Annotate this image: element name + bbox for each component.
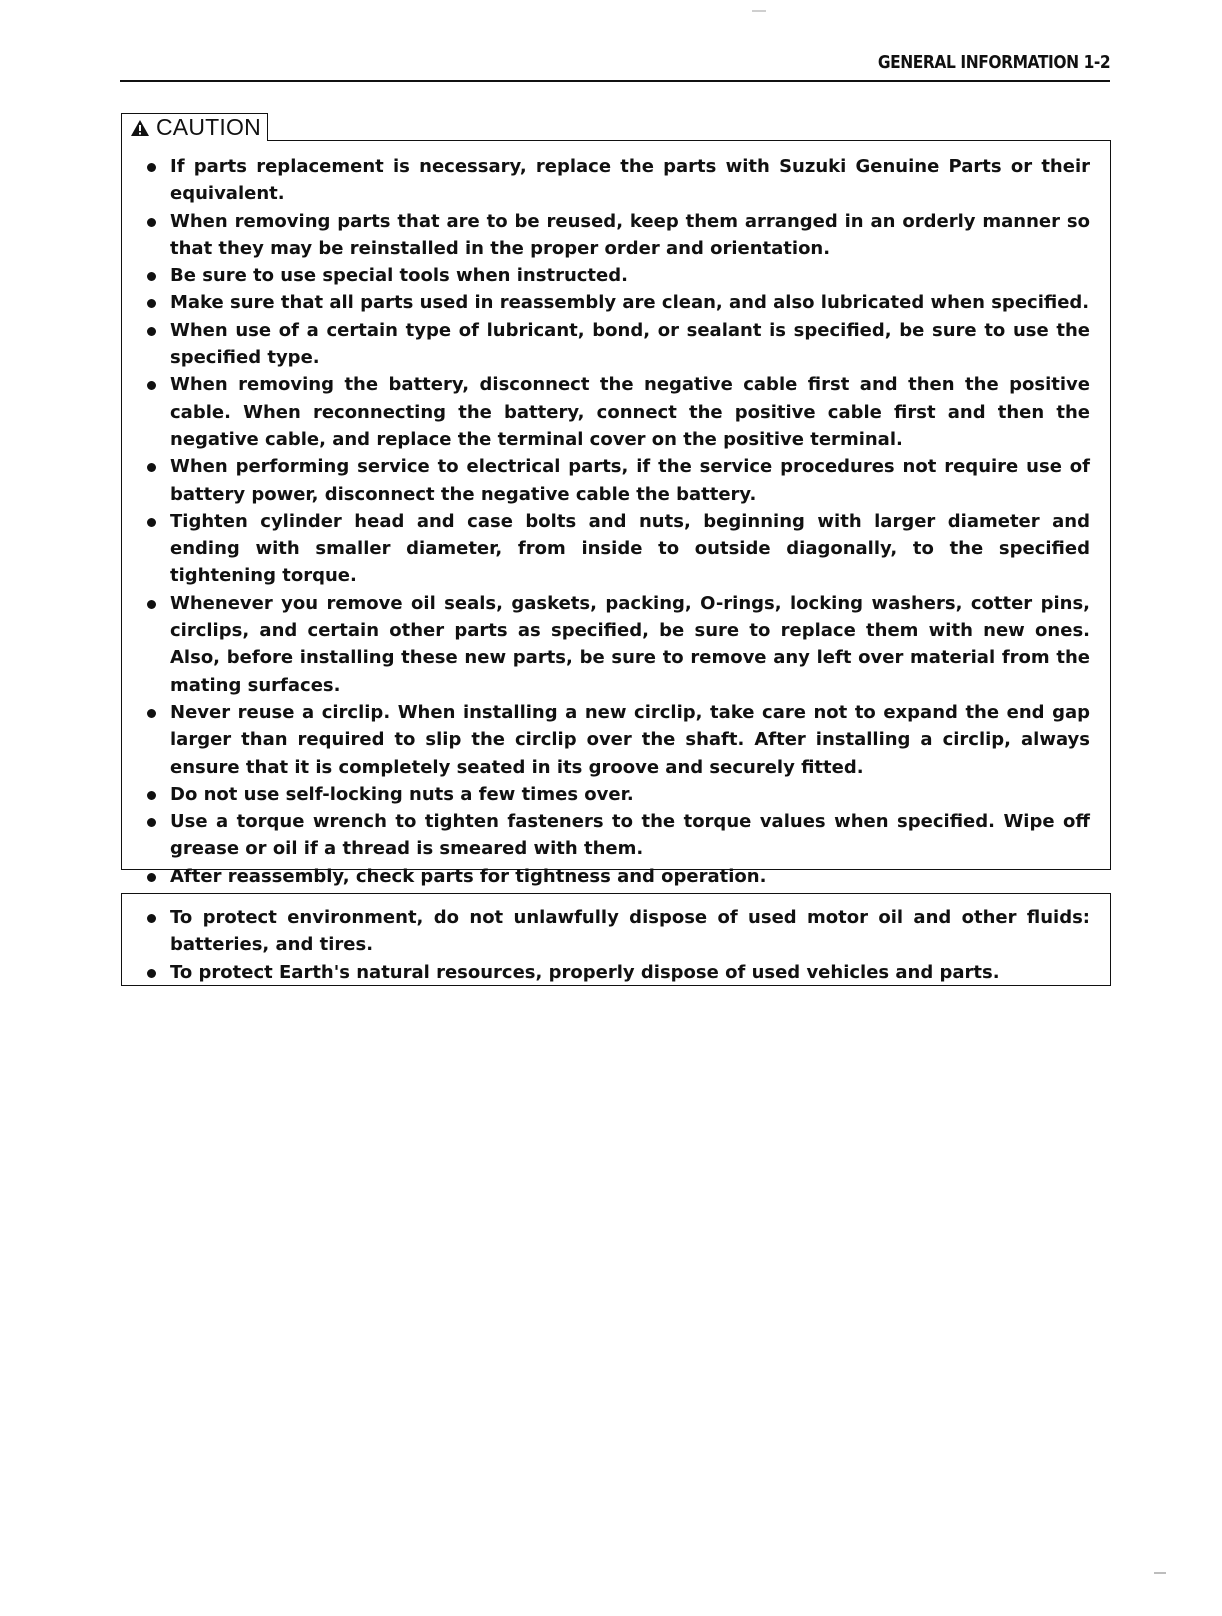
list-item-text: To protect environment, do not unlawfully dispose of used motor oil and other fluids: batteries, and tires. bbox=[170, 907, 1090, 956]
bullet-icon bbox=[147, 463, 156, 472]
scan-mark-bottom bbox=[1154, 1572, 1166, 1574]
list-item-text: Be sure to use special tools when instructed. bbox=[170, 265, 628, 287]
bullet-icon bbox=[147, 914, 156, 923]
bullet-icon bbox=[147, 873, 156, 882]
list-item-text: When removing parts that are to be reused, keep them arranged in an orderly manner so that they may be reinstalled in the proper order and orientation. bbox=[170, 210, 1090, 259]
list-item-text: Never reuse a circlip. When installing a new circlip, take care not to expand the end gap larger than required to slip the circlip over the shaft. After installing a circlip, always ensure that it is completely seated in its groove and securely fitted. bbox=[170, 701, 1090, 778]
list-item-text: When performing service to electrical parts, if the service procedures not require use of battery power, disconnect the negative cable the battery. bbox=[170, 456, 1090, 505]
list-item bbox=[144, 208, 1090, 263]
list-item bbox=[144, 699, 1090, 781]
bullet-icon bbox=[147, 327, 156, 336]
list-item bbox=[144, 904, 1090, 959]
list-item bbox=[144, 508, 1090, 590]
environment-list bbox=[122, 894, 1110, 986]
list-item bbox=[144, 590, 1090, 699]
list-item bbox=[144, 863, 1090, 890]
list-item bbox=[144, 808, 1090, 863]
list-item bbox=[144, 959, 1090, 986]
caution-list bbox=[122, 141, 1110, 890]
caution-label bbox=[121, 113, 268, 141]
list-item-text: Make sure that all parts used in reassembly are clean, and also lubricated when specified. bbox=[170, 292, 1090, 314]
bullet-icon bbox=[147, 600, 156, 609]
list-item-text: When use of a certain type of lubricant, bond, or sealant is specified, be sure to use the specified type. bbox=[170, 319, 1090, 369]
page-title: GENERAL INFORMATION 1-2 bbox=[877, 52, 1110, 73]
list-item-text: Whenever you remove oil seals, gaskets, packing, O-rings, locking washers, cotter pins, circlips, and certain other parts as specified, be sure to replace them with new ones. Also, before installing these new parts, be sure to remove any left over material from the mating surfaces. bbox=[170, 592, 1090, 696]
bullet-icon bbox=[147, 299, 156, 308]
list-item-text: Tighten cylinder head and case bolts and nuts, beginning with larger diameter and ending with smaller diameter, from inside to outside diagonally, to the specified tightening torque. bbox=[170, 510, 1090, 587]
list-item-text: Do not use self-locking nuts a few times over. bbox=[170, 783, 634, 805]
bullet-icon bbox=[147, 791, 156, 800]
list-item bbox=[144, 317, 1090, 372]
bullet-icon bbox=[147, 272, 156, 281]
caution-box bbox=[121, 140, 1111, 887]
list-item bbox=[144, 289, 1090, 316]
list-item-text: When removing the battery, disconnect the negative cable first and then the positive cable. When reconnecting the battery, connect the positive cable first and then the negative cable, and replace the terminal cover on the positive terminal. bbox=[170, 374, 1090, 450]
list-item-text: To protect Earth's natural resources, properly dispose of used vehicles and parts. bbox=[170, 961, 1000, 983]
list-item-text: If parts replacement is necessary, replace the parts with Suzuki Genuine Parts or their equivalent. bbox=[170, 156, 1090, 205]
list-item bbox=[144, 781, 1090, 808]
list-item bbox=[144, 153, 1090, 208]
bullet-icon bbox=[147, 518, 156, 527]
bullet-icon bbox=[147, 381, 156, 390]
list-item bbox=[144, 453, 1090, 508]
page-header bbox=[120, 50, 1110, 82]
bullet-icon bbox=[147, 818, 156, 827]
list-item-text: After reassembly, check parts for tightness and operation. bbox=[170, 865, 767, 887]
list-item bbox=[144, 262, 1090, 289]
list-item bbox=[144, 371, 1090, 453]
scan-mark-top bbox=[752, 10, 766, 12]
caution-label-text: CAUTION bbox=[156, 114, 261, 140]
bullet-icon bbox=[147, 709, 156, 718]
warning-triangle-icon bbox=[130, 119, 150, 137]
bullet-icon bbox=[147, 969, 156, 978]
bullet-icon bbox=[147, 218, 156, 227]
environment-box bbox=[121, 893, 1111, 986]
bullet-icon bbox=[147, 163, 156, 172]
list-item-text: Use a torque wrench to tighten fasteners to the torque values when specified. Wipe off grease or oil if a thread is smeared with them. bbox=[170, 811, 1090, 860]
